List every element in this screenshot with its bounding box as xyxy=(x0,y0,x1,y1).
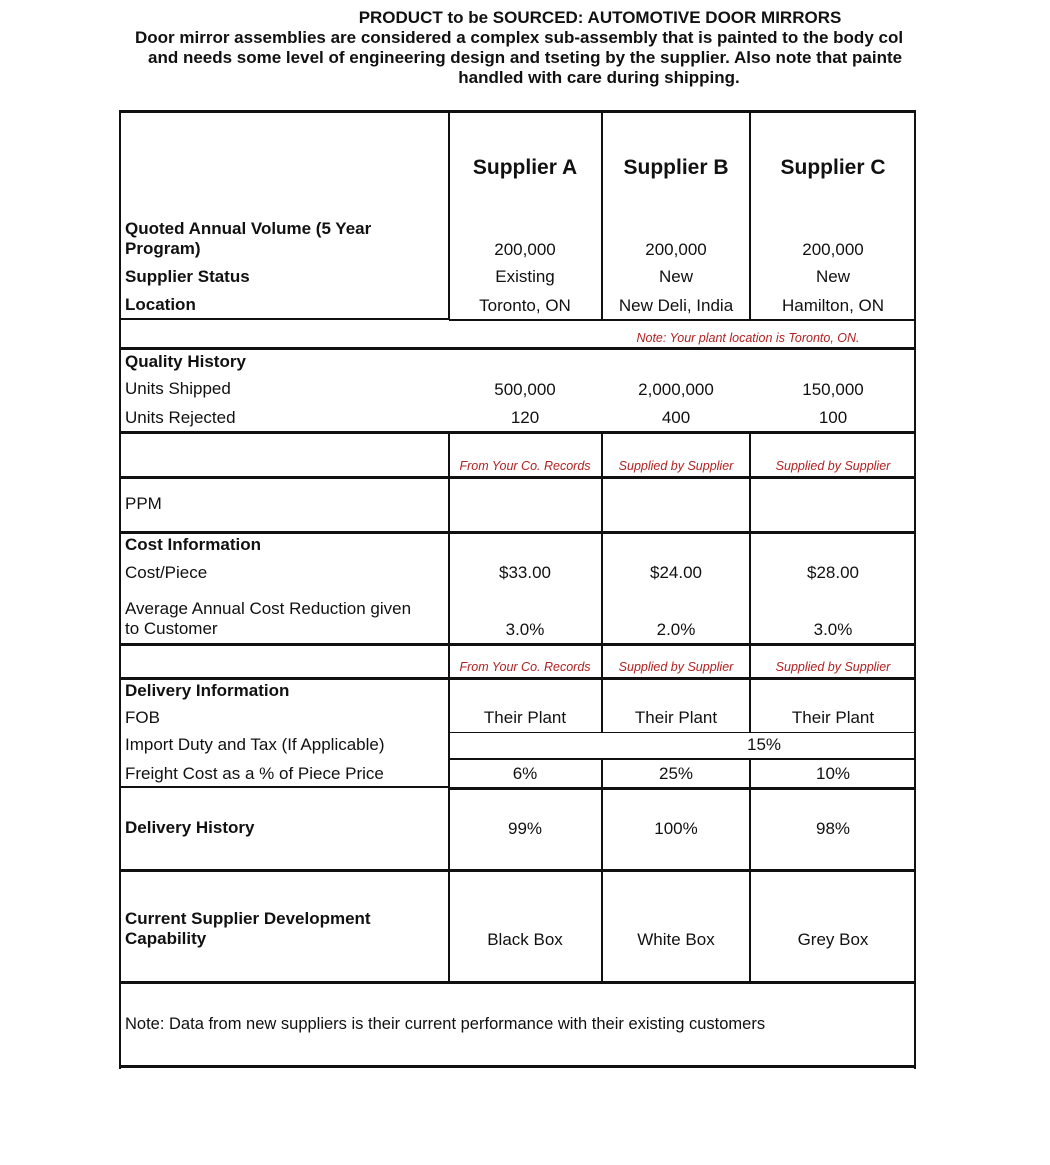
label-volume-2: Program) xyxy=(125,239,201,258)
header-line-3: and needs some level of engineering design and tseting by the supplier. Also note that painte xyxy=(148,48,903,67)
volume-b: 200,000 xyxy=(645,240,707,259)
label-units-shipped: Units Shipped xyxy=(125,379,231,398)
label-supplier-status: Supplier Status xyxy=(125,267,250,286)
footer-note: Note: Data from new suppliers is their current performance with their existing customers xyxy=(125,1015,766,1033)
label-freight: Freight Cost as a % of Piece Price xyxy=(125,764,384,783)
location-c: Hamilton, ON xyxy=(781,296,885,315)
import-duty-value: 15% xyxy=(747,735,782,754)
freight-b: 25% xyxy=(658,764,694,783)
units-rejected-c: 100 xyxy=(818,408,848,427)
status-a: Existing xyxy=(495,267,555,286)
units-rejected-b: 400 xyxy=(661,408,691,427)
label-fob: FOB xyxy=(125,708,160,727)
volume-a: 200,000 xyxy=(494,240,556,259)
avg-reduction-a: 3.0% xyxy=(505,620,545,639)
delivery-history-a: 99% xyxy=(507,819,543,838)
label-ppm: PPM xyxy=(125,494,162,513)
label-delivery-history: Delivery History xyxy=(125,818,255,837)
freight-c: 10% xyxy=(815,764,851,783)
quality-source-c: Supplied by Supplier xyxy=(775,459,891,473)
delivery-history-b: 100% xyxy=(654,819,698,838)
dev-capability-b: White Box xyxy=(637,930,715,949)
supplier-a-header: Supplier A xyxy=(472,156,578,179)
avg-reduction-b: 2.0% xyxy=(656,620,696,639)
freight-a: 6% xyxy=(512,764,538,783)
label-delivery-information: Delivery Information xyxy=(125,681,290,700)
label-location: Location xyxy=(125,295,196,314)
label-avg-reduction-2: to Customer xyxy=(125,619,218,638)
label-cost-piece: Cost/Piece xyxy=(125,563,208,582)
label-dev-capability-2: Capability xyxy=(125,929,207,948)
label-units-rejected: Units Rejected xyxy=(125,408,236,427)
header-line-2: Door mirror assemblies are considered a complex sub-assembly that is painted to the body col xyxy=(135,28,904,47)
units-shipped-c: 150,000 xyxy=(802,380,864,399)
dev-capability-a: Black Box xyxy=(487,930,563,949)
cost-piece-c: $28.00 xyxy=(807,563,859,582)
label-import-duty: Import Duty and Tax (If Applicable) xyxy=(125,735,385,754)
delivery-history-c: 98% xyxy=(815,819,851,838)
supplier-b-header: Supplier B xyxy=(623,156,729,179)
cost-piece-a: $33.00 xyxy=(499,563,551,582)
volume-c: 200,000 xyxy=(802,240,864,259)
dev-capability-c: Grey Box xyxy=(797,930,869,949)
label-volume-1: Quoted Annual Volume (5 Year xyxy=(125,219,372,238)
cost-source-a: From Your Co. Records xyxy=(459,660,591,674)
label-quality-history: Quality History xyxy=(125,352,246,371)
location-b: New Deli, India xyxy=(618,296,734,315)
status-b: New xyxy=(658,267,694,286)
fob-b: Their Plant xyxy=(634,708,718,727)
fob-a: Their Plant xyxy=(483,708,567,727)
plant-location-note: Note: Your plant location is Toronto, ON. xyxy=(636,331,860,345)
units-shipped-a: 500,000 xyxy=(494,380,556,399)
avg-reduction-c: 3.0% xyxy=(813,620,853,639)
location-a: Toronto, ON xyxy=(479,296,571,315)
label-dev-capability-1: Current Supplier Development xyxy=(125,909,371,928)
cost-piece-b: $24.00 xyxy=(650,563,702,582)
status-c: New xyxy=(815,267,851,286)
quality-source-a: From Your Co. Records xyxy=(459,459,591,473)
quality-source-b: Supplied by Supplier xyxy=(618,459,734,473)
header-line-4: handled with care during shipping. xyxy=(458,68,740,87)
cost-source-b: Supplied by Supplier xyxy=(618,660,734,674)
header-line-1: PRODUCT to be SOURCED: AUTOMOTIVE DOOR MIRRORS xyxy=(358,8,842,27)
label-cost-information: Cost Information xyxy=(125,535,261,554)
units-rejected-a: 120 xyxy=(510,408,540,427)
supplier-c-header: Supplier C xyxy=(780,156,886,179)
units-shipped-b: 2,000,000 xyxy=(638,380,714,399)
fob-c: Their Plant xyxy=(791,708,875,727)
cost-source-c: Supplied by Supplier xyxy=(775,660,891,674)
label-avg-reduction-1: Average Annual Cost Reduction given xyxy=(125,599,412,618)
